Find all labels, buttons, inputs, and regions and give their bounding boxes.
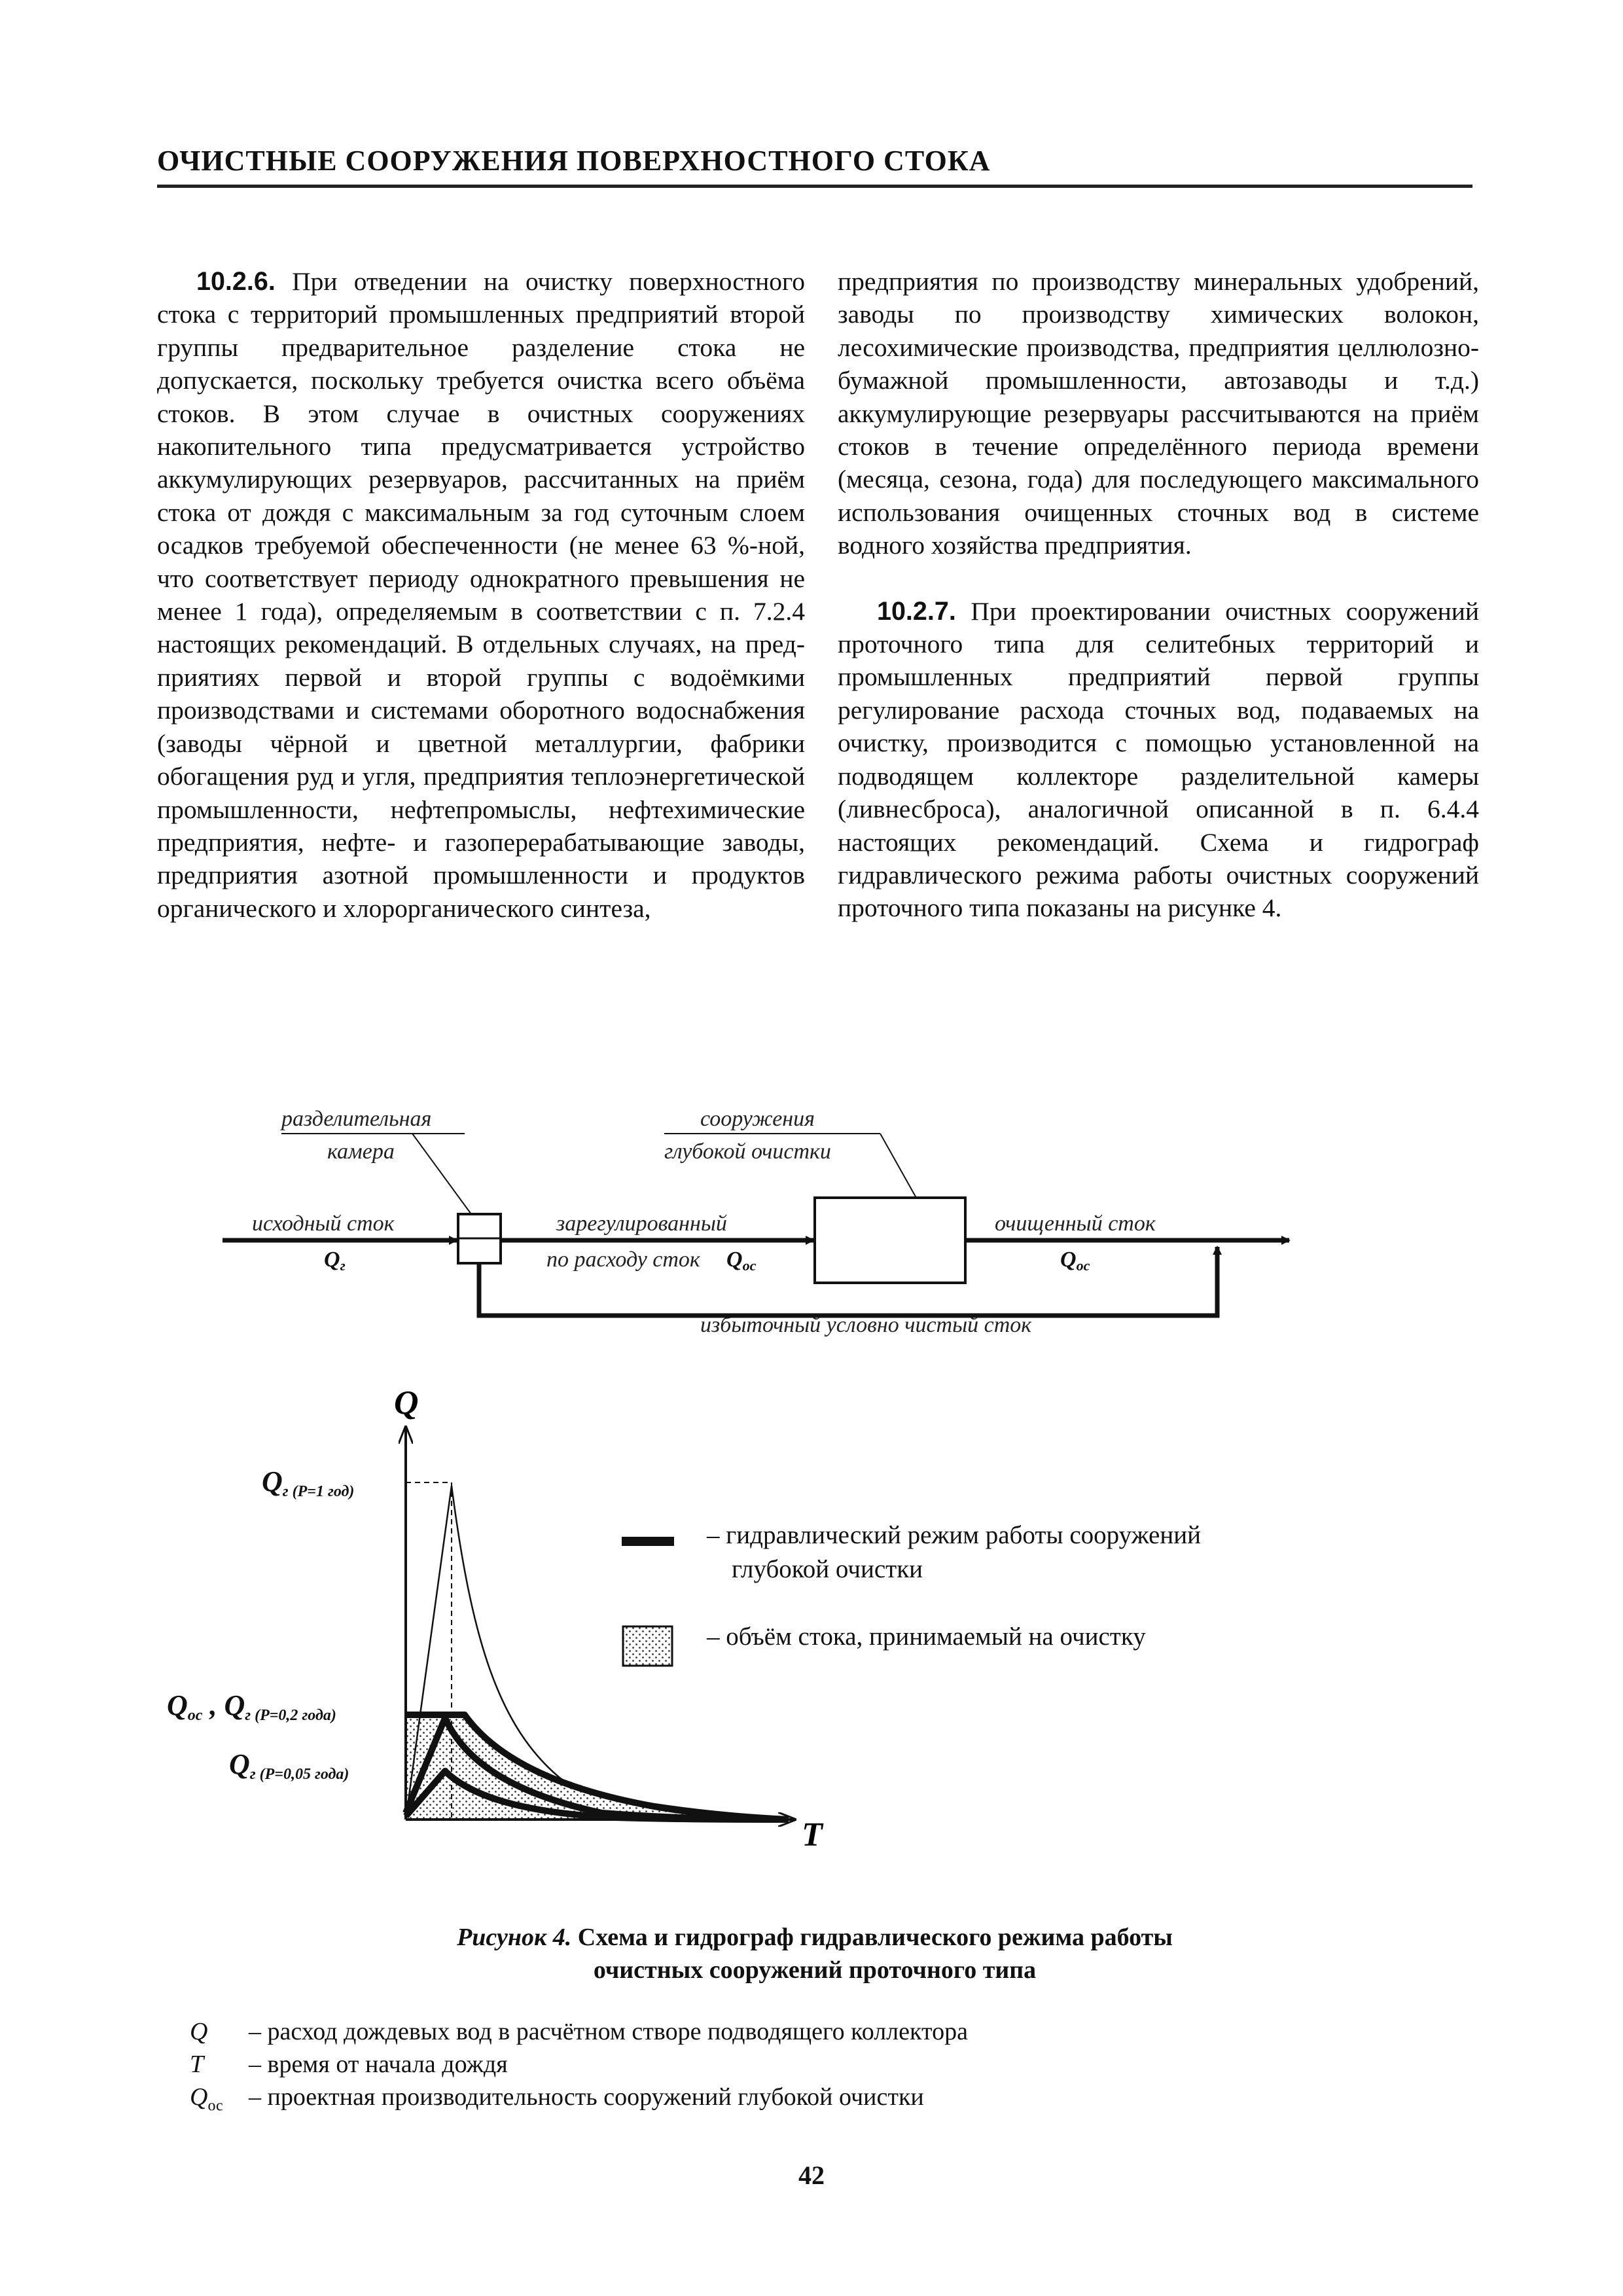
notation-text: – расход дождевых вод в расчётном створе подводящего коллектора bbox=[249, 2018, 968, 2045]
legend-line-swatch bbox=[622, 1537, 674, 1546]
label-source-q: Qг bbox=[324, 1247, 346, 1274]
page-number: 42 bbox=[798, 2161, 825, 2190]
label-regulated-1: зарегулированный bbox=[556, 1211, 727, 1236]
deep-treatment-box bbox=[815, 1198, 965, 1283]
left-column bbox=[157, 265, 805, 925]
label-regulated-q: Qос bbox=[726, 1247, 757, 1274]
label-chamber-2: камера bbox=[327, 1139, 395, 1164]
label-deep-2: глубокой очистки bbox=[664, 1139, 831, 1164]
paragraph-text: При проектировании очистных сооружений проточного типа для селитебных территорий и промышленных предприятий первой группы регулирование расхода сточных вод, подаваемых на очистку, производится с помощью установленной на подводящем коллекторе разделительной камеры (ливнесброса), аналогичной описанной в п. 6.4.4 настоящих рекомендаций. Схема и гидрограф гидравлического режима работы очистных сооружений проточного типа показаны на рисунке 4. bbox=[838, 596, 1479, 923]
legend-treatment-mode bbox=[707, 1518, 1335, 1587]
y-axis-label: Q bbox=[394, 1384, 419, 1422]
label-treated: очищенный сток bbox=[995, 1211, 1156, 1236]
notation-text: – время от начала дождя bbox=[249, 2051, 508, 2078]
header-rule bbox=[157, 185, 1472, 188]
legend-line-text-2: глубокой очистки bbox=[732, 1555, 923, 1583]
caption-label: Рисунок 4. bbox=[457, 1924, 572, 1951]
label-regulated-2: по расходу сток bbox=[546, 1247, 700, 1272]
paragraph-continued: предприятия по производству минеральных удобрений, заводы по производству химических волокон, лесохимические производства, предприятия целлюлозно-бумажной промышленности, автозаводы и т.д.) аккумулирующие резервуары рассчитываются на приём стоков в течение определённого периода времени (месяца, сезона, года) для последующего максимального использования очищенных сточных вод в системе водного хозяйства предприятия. bbox=[838, 267, 1479, 560]
label-excess: избыточный условно чистый сток bbox=[700, 1313, 1032, 1337]
label-deep-1: сооружения bbox=[700, 1107, 815, 1131]
paragraph-text: При отведении на очистку поверхностного стока с территорий промышленных предприятий второй группы предварительное разделение стока не допускается, поскольку требуется очистка всего объёма стоков. В этом случае в очистных сооружениях накопительного типа предусматривается устройство аккумулирующих резервуаров, рассчитанных на приём стока от дождя с максимальным за год суточным слоем осадков требуемой обеспеченности (не менее 63 %-ной, что соответствует периоду однократного превышения не менее 1 года), определяемым в соответствии с п. 7.2.4 настоящих рекомендаций. В отдельных случаях, на предприятиях первой и второй группы с водоёмкими производствами и системами оборотного водоснабжения (заводы чёрной и цветной металлургии, фабрики обогащения руд и угля, предприятия теплоэнергетической промышленности, нефтепромыслы, нефтехимические предприятия, нефте- и газоперерабатывающие заводы, предприятия азотной промышленности и продуктов органического и хлорорганического синтеза, bbox=[157, 267, 805, 923]
label-chamber-1: разделительная bbox=[281, 1107, 432, 1131]
notation-t bbox=[190, 2049, 508, 2080]
label-source: исходный сток bbox=[252, 1211, 395, 1236]
caption-line-2: очистных сооружений проточного типа bbox=[593, 1956, 1037, 1984]
legend-accepted-volume bbox=[707, 1620, 1335, 1654]
notation-symbol: Q bbox=[190, 2018, 208, 2045]
x-axis-label: T bbox=[802, 1816, 823, 1854]
notation-symbol: $Q_{ос}$ bbox=[190, 2083, 223, 2115]
label-treated-q: Qос bbox=[1060, 1247, 1090, 1274]
paragraph-number: 10.2.7. bbox=[877, 596, 956, 626]
caption-line-1: Схема и гидрограф гидравлического режима работы bbox=[571, 1924, 1173, 1951]
right-column bbox=[838, 265, 1479, 925]
page-header: ОЧИСТНЫЕ СООРУЖЕНИЯ ПОВЕРХНОСТНОГО СТОКА bbox=[157, 145, 991, 177]
figure-caption bbox=[157, 1921, 1472, 1986]
flow-scheme-diagram bbox=[196, 1100, 1309, 1348]
legend-fill-text: – объём стока, принимаемый на очистку bbox=[707, 1623, 1146, 1651]
accepted-volume-area bbox=[406, 1715, 785, 1820]
hydrograph-chart bbox=[157, 1361, 877, 1872]
notation-text: – проектная производительность сооружений глубокой очистки bbox=[249, 2083, 924, 2111]
label-q-low: Qг (P=0,05 года) bbox=[229, 1748, 349, 1783]
label-q-top: Qг (P=1 год) bbox=[262, 1465, 355, 1500]
notation-symbol: T bbox=[190, 2051, 204, 2078]
label-q-mid: Qос , Qг (P=0,2 года) bbox=[167, 1689, 336, 1724]
notation-qoc bbox=[190, 2081, 924, 2122]
paragraph-number: 10.2.6. bbox=[196, 267, 276, 296]
legend-fill-swatch bbox=[623, 1626, 672, 1666]
paragraph-10-2-6 bbox=[157, 265, 805, 925]
legend-line-text-1: – гидравлический режим работы сооружений bbox=[707, 1521, 1201, 1549]
paragraph-10-2-7 bbox=[838, 595, 1479, 925]
notation-q bbox=[190, 2016, 968, 2047]
